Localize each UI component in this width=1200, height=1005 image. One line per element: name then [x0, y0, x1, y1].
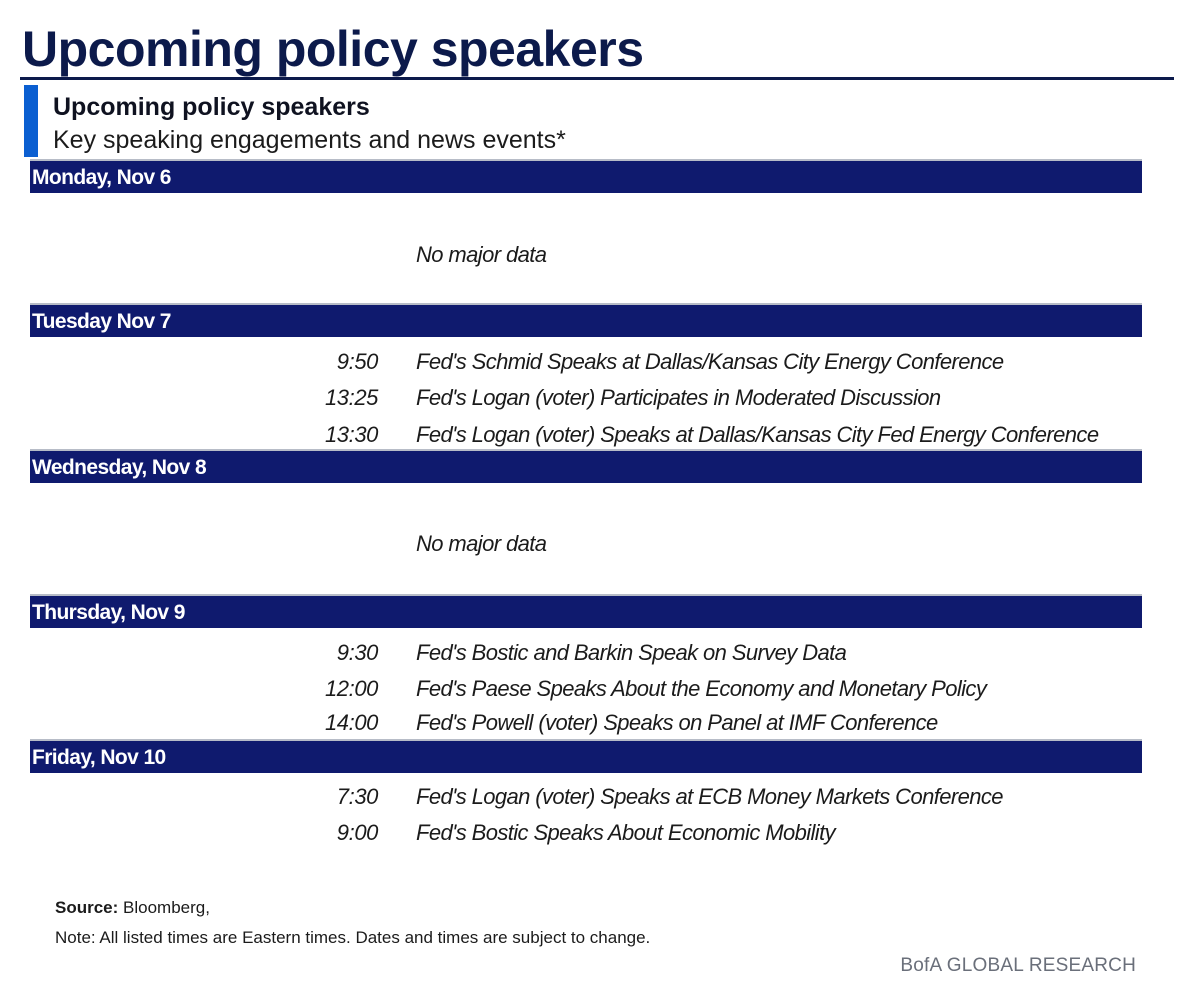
day-header-friday [30, 739, 1142, 773]
table-title: Upcoming policy speakers [53, 93, 370, 121]
event-text: Fed's Bostic Speaks About Economic Mobility [416, 820, 836, 845]
event-time: 9:50 [336, 349, 378, 374]
event-text: Fed's Powell (voter) Speaks on Panel at IMF Conference [416, 710, 938, 735]
day-label: Wednesday, Nov 8 [32, 456, 207, 479]
note-text: Note: All listed times are Eastern times. Dates and times are subject to change. [55, 928, 651, 947]
event-time: 12:00 [324, 676, 378, 701]
event-time: 14:00 [324, 710, 378, 735]
page-title: Upcoming policy speakers [22, 21, 644, 77]
event-text: Fed's Logan (voter) Speaks at Dallas/Kansas City Fed Energy Conference [416, 422, 1099, 447]
table-subtitle: Key speaking engagements and news events* [53, 126, 566, 154]
event-time: 9:30 [336, 640, 378, 665]
source-label: Source: [55, 898, 119, 917]
title-divider [20, 77, 1174, 80]
event-text: Fed's Schmid Speaks at Dallas/Kansas City Energy Conference [416, 349, 1004, 374]
source-value: Bloomberg, [123, 898, 210, 917]
day-header-monday [30, 159, 1142, 193]
event-text: Fed's Bostic and Barkin Speak on Survey Data [416, 640, 847, 665]
no-data-text: No major data [416, 531, 547, 556]
no-data-text: No major data [416, 242, 547, 267]
source-line [55, 897, 210, 919]
day-header-thursday [30, 594, 1142, 628]
event-time: 9:00 [336, 820, 378, 845]
event-text: Fed's Logan (voter) Speaks at ECB Money Markets Conference [416, 784, 1003, 809]
header-accent-bar [24, 85, 38, 157]
event-time: 13:25 [324, 385, 378, 410]
event-time: 7:30 [336, 784, 378, 809]
event-text: Fed's Paese Speaks About the Economy and Monetary Policy [416, 676, 987, 701]
day-header-tuesday [30, 303, 1142, 337]
day-header-wednesday [30, 449, 1142, 483]
brand-logo-text: BofA GLOBAL RESEARCH [900, 955, 1136, 976]
day-label: Tuesday Nov 7 [32, 310, 171, 333]
event-text: Fed's Logan (voter) Participates in Moderated Discussion [416, 385, 941, 410]
day-label: Monday, Nov 6 [32, 166, 171, 189]
day-label: Friday, Nov 10 [32, 746, 166, 769]
day-label: Thursday, Nov 9 [32, 601, 185, 624]
event-time: 13:30 [324, 422, 378, 447]
